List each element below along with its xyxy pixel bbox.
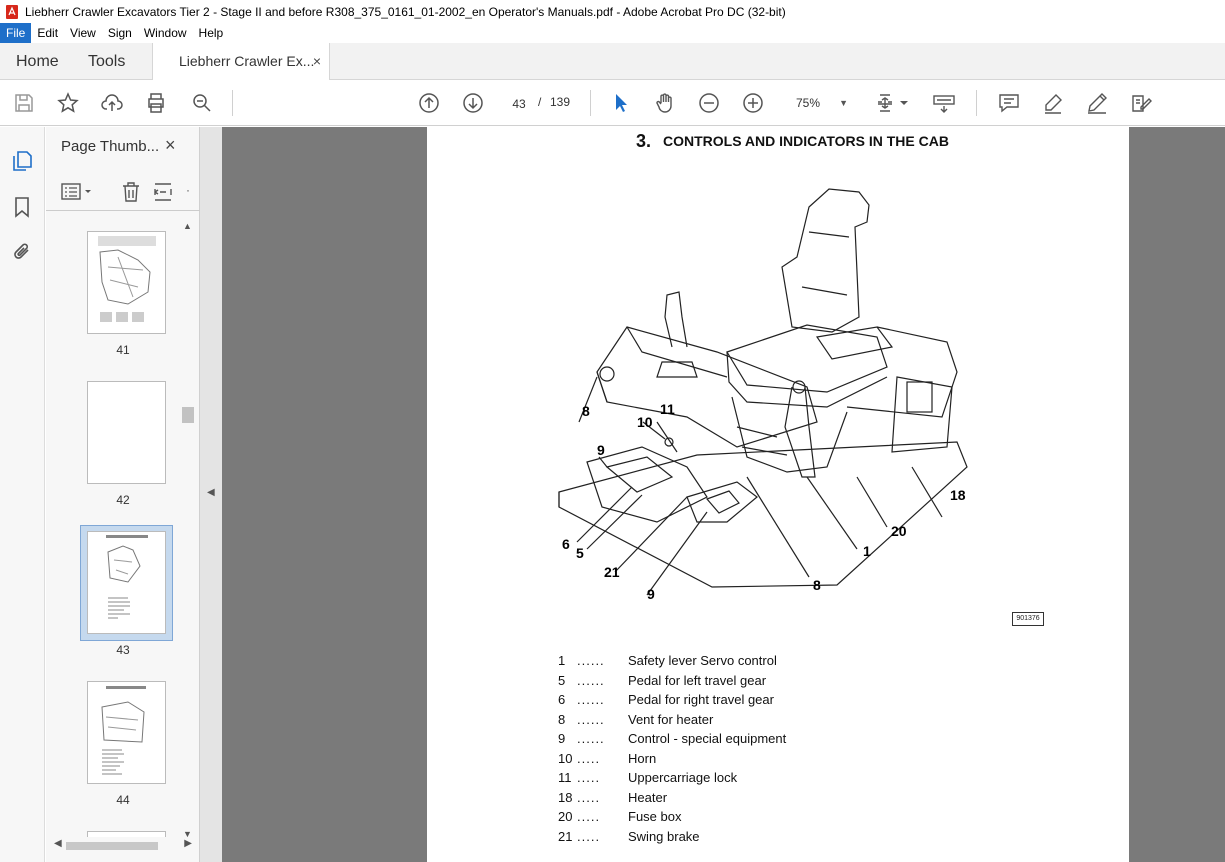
legend-description: Heater [628,789,668,805]
more-options-icon[interactable]: · [186,183,190,197]
legend-description: Swing brake [628,828,700,844]
legend-dots: ..... [577,789,601,805]
select-cursor-icon[interactable] [609,91,633,115]
legend-item [558,751,958,771]
toolbar-divider [976,90,977,116]
menu-bar [0,23,1225,43]
keyboard-scroll-icon[interactable] [932,91,956,115]
tab-tools[interactable]: Tools [88,53,126,70]
figure-label-18: 18 [950,487,966,503]
legend-dots: ..... [577,770,601,785]
menu-window[interactable]: Window [143,26,187,40]
chevron-left-icon: ◀ [207,487,215,498]
edit-sign-icon[interactable] [1129,91,1153,115]
acrobat-app-icon [5,5,19,19]
legend-description: Safety lever Servo control [628,653,777,668]
menu-help[interactable]: Help [198,26,224,40]
thumbnail-page-44[interactable] [87,681,166,784]
zoom-value: 75% [796,96,821,110]
tab-bar [0,43,1225,80]
legend-dots: ...... [577,692,605,707]
legend-dots: ..... [577,828,601,844]
bookmark-icon[interactable] [10,195,34,219]
hand-tool-icon[interactable] [653,91,677,115]
legend-dots: ...... [577,731,605,746]
legend-description: Pedal for left travel gear [628,672,767,688]
legend-item [558,673,958,693]
legend-item [558,829,958,849]
figure-label-21: 21 [604,564,620,580]
tab-document[interactable] [152,43,330,81]
zoom-out-icon[interactable] [697,91,721,115]
thumbnail-horizontal-scrollbar[interactable] [54,838,192,854]
figure-label-10: 10 [637,414,653,430]
figure-label-11: 11 [660,401,675,417]
legend-number: 8 [558,711,566,727]
page-layout-icon[interactable] [876,91,912,115]
search-zoom-icon[interactable] [190,91,214,115]
toolbar [0,80,1225,126]
panel-toolbar [46,173,200,211]
thumbnail-page-42[interactable] [87,381,166,484]
figure-label-1: 1 [863,543,871,559]
menu-sign[interactable]: Sign [107,26,132,40]
scroll-left-icon[interactable]: ◀ [54,838,62,849]
thumbnail-label: 42 [116,493,130,507]
page-separator: / [538,95,542,109]
legend-description: Vent for heater [628,711,714,727]
thumbnail-scrollbar[interactable] [181,221,195,839]
horizontal-scroll-thumb[interactable] [66,842,158,850]
draw-pen-icon[interactable] [1085,91,1109,115]
legend-dots: ..... [577,750,601,766]
tab-close-icon[interactable]: × [312,53,321,69]
next-page-icon[interactable] [461,91,485,115]
figure-label-9: 9 [597,442,605,458]
figure-label-6: 6 [562,536,570,552]
page-number-input[interactable]: 43 [504,91,534,115]
zoom-dropdown[interactable] [786,91,852,115]
page-thumbnails-icon[interactable] [10,149,34,173]
legend-list [558,653,958,848]
legend-description: Uppercarriage lock [628,770,738,785]
pdf-page [427,127,1129,862]
zoom-in-icon[interactable] [741,91,765,115]
legend-item [558,731,958,751]
panel-close-icon[interactable]: × [165,135,176,155]
legend-number: 21 [558,828,573,844]
thumbnail-page-next[interactable] [87,831,166,837]
scroll-thumb[interactable] [182,407,194,423]
trash-icon[interactable] [120,181,142,203]
title-bar [0,0,1225,23]
cab-controls-drawing [547,177,997,607]
tab-document-label: Liebherr Crawler Ex... [179,53,315,69]
figure-label-8: 8 [582,403,590,419]
legend-item [558,653,958,673]
section-heading: CONTROLS AND INDICATORS IN THE CAB [663,133,949,149]
legend-number: 18 [558,789,573,805]
panel-collapse-handle[interactable] [200,127,222,862]
thumbnail-page-43[interactable] [87,531,166,634]
scroll-down-icon[interactable]: ▼ [183,829,192,839]
print-icon[interactable] [144,91,168,115]
legend-description: Pedal for right travel gear [628,692,774,707]
toolbar-divider [232,90,233,116]
figure-label-8b: 8 [813,577,821,593]
legend-item [558,770,958,790]
legend-item [558,692,958,712]
page-insert-icon[interactable] [152,181,174,203]
legend-description: Fuse box [628,809,682,824]
menu-edit[interactable]: Edit [37,26,59,40]
thumbnail-label: 44 [116,793,130,807]
legend-dots: ...... [577,711,605,727]
legend-number: 10 [558,750,573,766]
thumbnail-page-41[interactable] [87,231,166,334]
previous-page-icon[interactable] [417,91,441,115]
legend-dots: ..... [577,809,601,824]
legend-item [558,809,958,829]
legend-item [558,712,958,732]
menu-view[interactable]: View [70,26,96,40]
document-viewport[interactable] [222,127,1225,862]
legend-number: 1 [558,653,566,668]
legend-dots: ...... [577,672,605,688]
window-title: Liebherr Crawler Excavators Tier 2 - Stage II and before R308_375_0161_01-2002_en Operator's Manuals.pdf - Adobe Acrobat Pro DC (32-bit) [25,4,786,19]
comment-icon[interactable] [997,91,1021,115]
cloud-upload-icon[interactable] [100,91,124,115]
legend-description: Control - special equipment [628,731,787,746]
menu-file[interactable]: File [0,23,31,43]
scroll-right-icon[interactable]: ▶ [184,838,192,849]
thumbnail-panel [46,127,200,862]
attachment-icon[interactable] [10,240,34,264]
legend-item [558,790,958,810]
thumbnail-label: 41 [116,343,130,357]
legend-description: Horn [628,750,657,766]
figure-reference: 901376 [1012,612,1044,626]
thumbnail-options-icon[interactable] [60,181,96,203]
chevron-down-icon: ▼ [839,98,848,108]
legend-number: 9 [558,731,566,746]
legend-number: 20 [558,809,573,824]
thumbnail-label: 43 [116,643,130,657]
figure-label-5: 5 [576,545,584,561]
save-icon[interactable] [12,91,36,115]
figure-label-20: 20 [891,523,907,539]
legend-number: 6 [558,692,566,707]
toolbar-divider [590,90,591,116]
left-rail [0,127,45,862]
star-icon[interactable] [56,91,80,115]
legend-number: 11 [558,770,572,785]
page-total: 139 [550,95,571,109]
legend-number: 5 [558,672,566,688]
scroll-up-icon[interactable]: ▲ [183,221,192,231]
panel-title: Page Thumb... [61,138,160,155]
legend-dots: ...... [577,653,605,668]
figure-label-9b: 9 [647,586,655,602]
section-number: 3. [636,131,652,151]
tab-home[interactable]: Home [16,53,59,70]
highlight-pen-icon[interactable] [1041,91,1065,115]
